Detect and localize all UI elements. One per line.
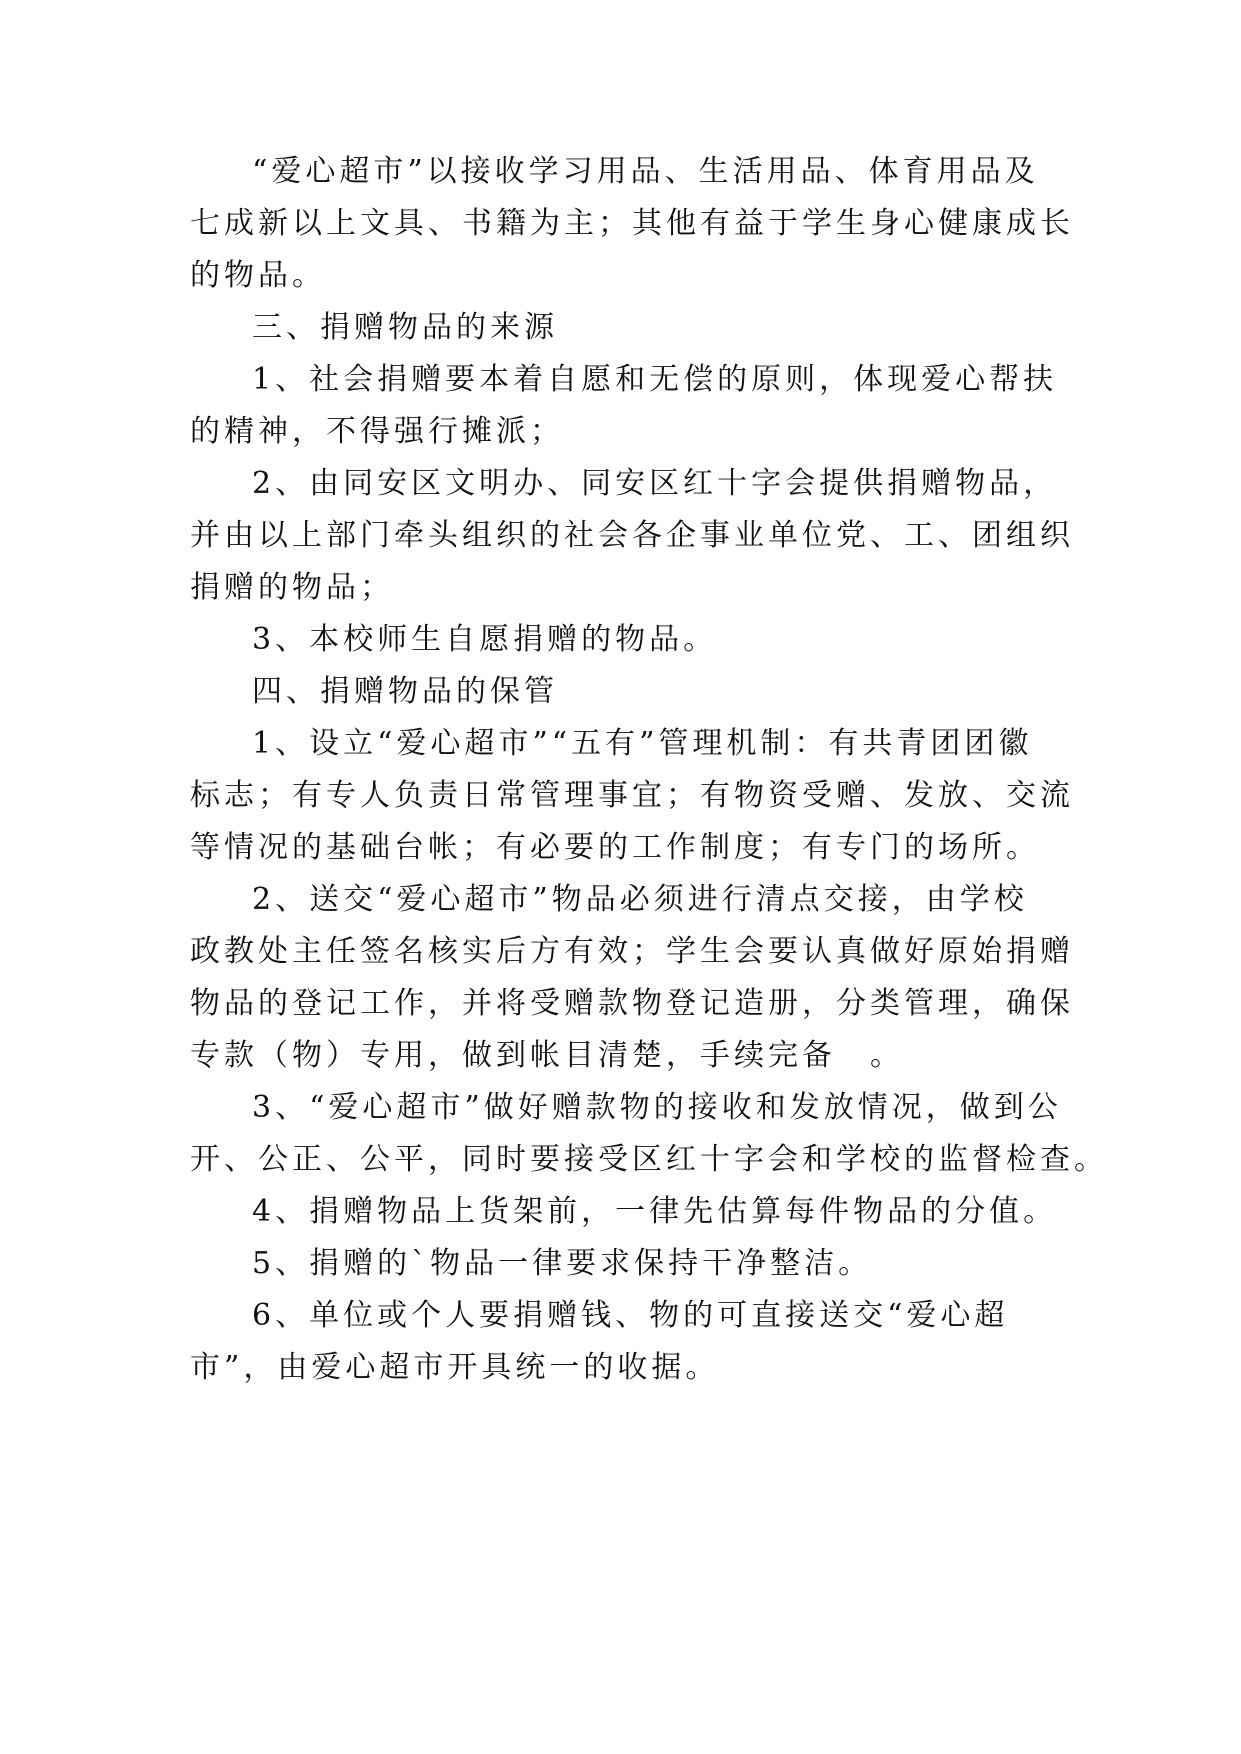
paragraph-line: 市”，由爱心超市开具统一的收据。 (190, 1350, 720, 1385)
paragraph-line: 的物品。 (190, 258, 326, 293)
paragraph-line: 专款（物）专用，做到帐目清楚，手续完备 。 (190, 1038, 904, 1073)
section-heading: 三、捐赠物品的来源 (252, 310, 558, 345)
paragraph-line: 政教处主任签名核实后方有效；学生会要认真做好原始捐赠 (190, 934, 1074, 969)
section-heading: 四、捐赠物品的保管 (252, 674, 558, 709)
paragraph-line: 标志；有专人负责日常管理事宜；有物资受赠、发放、交流 (190, 778, 1074, 813)
paragraph-line: “爱心超市”以接收学习用品、生活用品、体育用品及 (252, 154, 1039, 189)
paragraph-line: 开、公正、公平，同时要接受区红十字会和学校的监督检查。 (190, 1142, 1108, 1177)
paragraph-line: 1、设立“爱心超市”“五有”管理机制：有共青团团徽 (252, 726, 1033, 761)
paragraph-line: 1、社会捐赠要本着自愿和无偿的原则，体现爱心帮扶 (252, 362, 1058, 397)
paragraph-line: 4、捐赠物品上货架前，一律先估算每件物品的分值。 (252, 1194, 1058, 1229)
paragraph-line: 的精神，不得强行摊派； (190, 414, 564, 449)
paragraph-line: 6、单位或个人要捐赠钱、物的可直接送交“爱心超 (252, 1298, 1009, 1333)
paragraph-line: 5、捐赠的`物品一律要求保持干净整洁。 (252, 1246, 873, 1281)
paragraph-line: 并由以上部门牵头组织的社会各企事业单位党、工、团组织 (190, 518, 1074, 553)
paragraph-line: 3、“爱心超市”做好赠款物的接收和发放情况，做到公 (252, 1090, 1062, 1125)
paragraph-line: 等情况的基础台帐；有必要的工作制度；有专门的场所。 (190, 830, 1040, 865)
paragraph-line: 七成新以上文具、书籍为主；其他有益于学生身心健康成长 (190, 206, 1074, 241)
paragraph-line: 2、送交“爱心超市”物品必须进行清点交接，由学校 (252, 882, 1028, 917)
paragraph-line: 物品的登记工作，并将受赠款物登记造册，分类管理，确保 (190, 986, 1074, 1021)
paragraph-line: 3、本校师生自愿捐赠的物品。 (252, 622, 718, 657)
paragraph-line: 捐赠的物品； (190, 570, 394, 605)
paragraph-line: 2、由同安区文明办、同安区红十字会提供捐赠物品， (252, 466, 1058, 501)
